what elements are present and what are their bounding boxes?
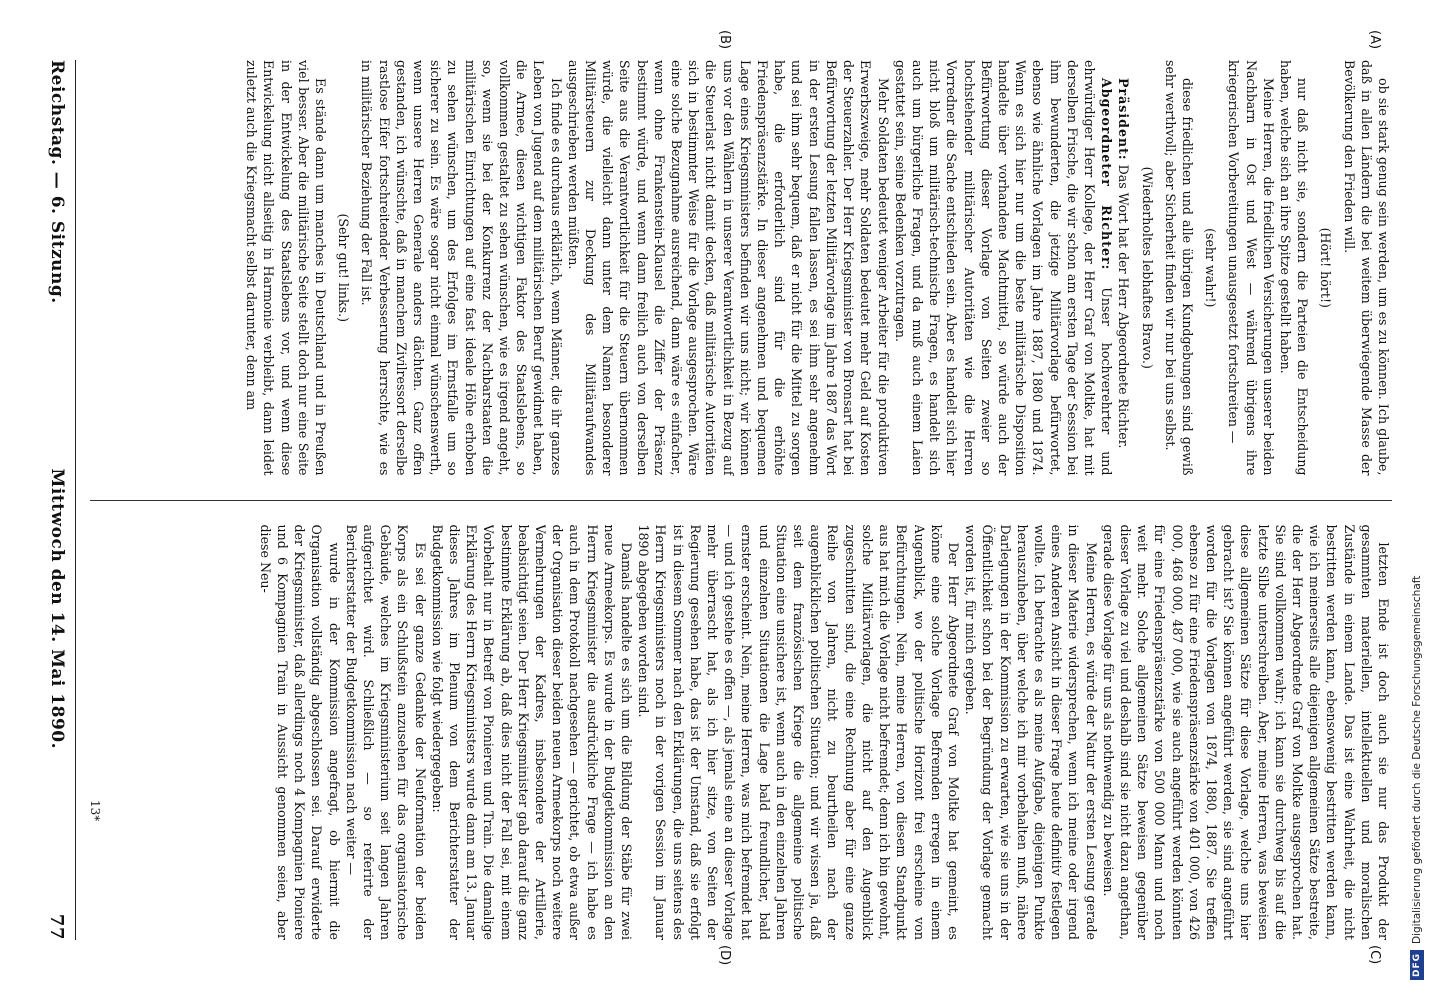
margin-letter-c: (C): [1367, 945, 1382, 965]
paragraph: nur daß nicht sie, sondern die Parteien die Entscheidung haben, welche sich an ihre Spitze gestellt haben.: [1277, 60, 1311, 476]
credit-text: Digitalisierung gefördert durch die Deutsche Forschungsgemeinschaft: [1411, 575, 1423, 944]
paragraph: diese friedlichen und alle übrigen Kundgebungen sind gewiß sehr werthvoll; aber Sicherheit finden wir nur bei uns selbst.: [1162, 60, 1195, 476]
header-center: Mittwoch den 14. Mai 1890.: [47, 468, 67, 750]
page-header: [42, 60, 72, 940]
paragraph: Es stände dann um manches in Deutschland und in Preußen viel besser. Aber die militärische Seite stellt doch nur eine Seite in der Entwickelung des Staatslebens vor, und wenn diese Entwickelung nicht allseitig in Harmonie verbleibt, dann leidet zuletzt auch die Kriegsmacht selbst darunter, denn am: [244, 60, 329, 476]
paragraph: Meine Herren, die friedlichen Versicherungen unserer beiden Nachbarn in Ost und West — während übrigens ihre kriegerischen Vorbereitungen unausgesetzt fortschreiten —: [1226, 60, 1276, 476]
paragraph: ob sie stark genug sein werden, um es zu können. Ich glaube, daß in allen Ländern die bei weitem überwiegende Masse der Bevölkerung den Frieden will.: [1341, 60, 1391, 476]
left-column: [90, 60, 1392, 476]
paragraph: letzten Ende ist doch auch sie nur das Produkt der gesammten materiellen, intellektuellen und moralischen Zustände in einem Lande. Das ist eine Wahrheit, die nicht bestritten werden kann, ebensowenig bestritten werden kann, wie ich meinerseits alle diejenigen allgemeinen Sätze bestreite, die der Herr Abgeordnete Graf von Moltke ausgesprochen hat. Sie sind vollkommen wahr; ich kann sie durchweg bis auf die letzte Silbe unterschreiben. Aber, meine Herren, was beweisen diese allgemeinen Sätze für diese Vorlage, welche uns hier gebracht ist? Sie können angeführt werden, sie sind angeführt worden für die Vorlagen von 1874, 1880, 1887. Sie treffen ebenso zu für eine Friedenspräsenzstärke von 401 000, von 426 000, 468 000, 487 000, wie sie auch angeführt werden könnten für eine Friedenspräsenzstärke von 500 000 Mann und noch weit mehr. Solche allgemeinen Sätze beweisen gegenüber dieser Vorlage zu viel und deshalb sind sie nicht dazu angethan, gerade diese Vorlage für uns als nothwendig zu beweisen.: [1100, 524, 1391, 940]
paragraph: (Wiederholtes lebhaftes Bravo.): [1139, 166, 1155, 369]
paragraph: Es sei der ganze Gedanke der Neuformation der beiden Korps als ein Schlußstein anzusehen für das organisatorische Gebäude, welches im Kriegsministerium seit langen Jahren aufgerichtet wird. Schließlich — so referirte der Berichterstatter der Budgetkommission nach weiter —: [343, 524, 428, 940]
paragraph: Meine Herren, es würde der Natur der ersten Lesung gerade in dieser Materie widersprechen, wenn ich meine oder irgend eines Anderen Ansicht in dieser Frage heute definitiv festlegen wollte. Ich betrachte es als meine Aufgabe, diejenigen Punkte herauszuheben, über welche ich mir vorbehalten muß, nähere Darlegungen in der Kommission zu erwarten, wie sie uns in der Öffentlichkeit schon bei der Begründung der Vorlage gemacht worden ist, für mich ergeben.: [963, 524, 1099, 940]
page-number: 77: [46, 913, 68, 940]
paragraph: wurde in der Kommission angefragt, ob hiermit die Organisation vollständig abgeschlossen sei. Darauf erwiderte der Kriegsminister, daß allerdings noch 4 Kompagnien Pioniere und 6 Kompagnien Train in Aussicht genommen seien, aber diese Neu-: [257, 524, 342, 940]
paragraph: (Hört! hört!): [1318, 227, 1334, 308]
right-column: [90, 525, 1392, 941]
paragraph: Abgeordneter Richter: Unser hochverehrter und ehrwürdiger Herr Kollege, der Herr Graf von Moltke, hat mit derselben Frische, die wir schon am ersten Tage der Session bei ihm bewunderten, die jetzige Militärvorlage befürwortet, ebenso wie ähnliche Vorlagen im Jahre 1887, 1880 und 1874. Wenn es sich hier nur um die beste militärische Disposition handelte über vorhandene Machtmittel, so würde auch der Befürwortung dieser Vorlage von Seiten zweier so hochstehender militärischer Autoritäten wie die Herren Vorredner die Sache entschieden sein. Aber es handelt sich hier nicht bloß um militärisch-technische Fragen, es handelt sich auch um bürgerliche Fragen, und da muß auch einem Laien gestattet sein, seine Bedenken vorzutragen.: [892, 60, 1115, 476]
text-columns: [90, 60, 1392, 940]
paragraph: (Sehr gut! links.): [336, 213, 352, 323]
margin-letter-d: (D): [717, 945, 732, 966]
paragraph: Präsident: Das Wort hat der Herr Abgeordnete Richter.: [1116, 78, 1132, 449]
margin-letter-b: (B): [717, 30, 732, 50]
header-left: Reichstag. — 6. Sitzung.: [47, 60, 67, 304]
header-rule: [75, 60, 76, 940]
paragraph: Mehr Soldaten bedeutet weniger Arbeiter für die produktiven Erwerbszweige, mehr Soldaten bedeutet mehr Geld auf Kosten der Steuerzahler. Der Herr Kriegsminister von Bronsart hat bei Befürwortung der letzten Militärvorlage im Jahre 1887 das Wort in der ersten Lesung fallen lassen, es sei ihm sehr angenehm und sei ihm sehr bequem, daß er nicht für die Mittel zu sorgen habe, die erforderlich sind für die erhöhte Friedenspräsenzstärke. In dieser angenehmen und bequemen Lage eines Kriegsministers befinden wir uns nicht; wir können uns vor den Wählern in unserer Verantwortlichkeit in Bezug auf die Steuerlast nicht damit decken, daß militärische Autoritäten sich in bestimmter Weise für die Vorlage ausgesprochen. Wäre eine solche Bezugnahme ausreichend, dann wäre es einfacher, wenn ohne Frankenstein-Klausel die Ziffer der Präsenz bestimmt würde, und wenn dann freilich auch von derselben Seite aus die Verantwortlichkeit für die Steuern übernommen würde, die vielleicht dann unter dem Namen besonderer Militärsteuern zur Deckung des Militäraufwandes ausgeschrieben werden müßten.: [565, 60, 891, 476]
signature-mark: 13*: [88, 800, 102, 822]
dfg-logo: DFG: [1410, 950, 1424, 980]
paragraph: (sehr wahr!): [1203, 228, 1219, 308]
column-divider: [90, 500, 1392, 501]
paragraph: Der Herr Abgeordnete Graf von Moltke hat gemeint, es könne eine solche Vorlage Befremden erregen in einem Augenblick, wo der politische Horizont frei erscheine von Befürchtungen. Nein, meine Herren, von diesem Standpunkt aus hat mich die Vorlage nicht befremdet; denn ich bin gewohnt, solche Militärvorlagen, die nicht auf den Augenblick zugeschnitten sind, die eine Rechnung aber für eine ganze Reihe von Jahren, nicht zu beurtheilen nach der augenblicklichen politischen Situation; und wir wissen ja, daß seit dem französischen Kriege die allgemeine politische Situation eine unsichere ist, wenn auch in den einzelnen Jahren und einzelnen Situationen die Lage bald freundlicher, bald ernster erscheint. Nein, meine Herren, was mich befremdet hat — und ich gestehe es offen —, als jemals eine an dieser Vorlage mehr überrascht hat, als ich hier sitze, von Seiten der Regierung gesehen habe, das ist der Umstand, daß sie erfolgt ist in diesem Sommer nach den Erklärungen, die uns seitens des Herrn Kriegsministers noch in der vorigen Session im Januar 1890 abgegeben worden sind.: [636, 524, 961, 940]
paragraph: Damals handelte es sich um die Bildung der Stäbe für zwei neue Armeekorps. Es wurde in der Budgetkommission an den Herrn Kriegsminister die ausdrückliche Frage — ich habe es auch in dem Protokoll nachgesehen — gerichtet, ob etwa außer der Organisation dieser beiden neuen Armeekorps noch weitere Vermehrungen der Kadres, insbesondere der Artillerie, beabsichtigt seien. Der Herr Kriegsminister gab darauf die ganz bestimmte Erklärung ab, daß dies nicht der Fall sei, mit einem Vorbehalt nur in Betreff von Pionieren und Train. Die damalige Erklärung des Herrn Kriegsministers wurde dann am 13. Januar dieses Jahres im Plenum von dem Berichterstatter der Budgetkommission wie folgt wiedergegeben:: [429, 524, 635, 940]
paragraph: Ich finde es durchaus erklärlich, wenn Männer, die ihr ganzes Leben von Jugend auf dem militärischen Beruf gewidmet haben, die Armee, diesen wichtigen Faktor des Staatslebens, so vollkommen gestaltet zu sehen wünschen, wie es irgend angeht, so, wenn sie bei der Konkurrenz der Nachbarstaaten die militärischen Einrichtungen auf eine fast ideale Höhe erhoben zu sehen wünschen, um des Erfolges im Ernstfalle um so sicherer zu sein. Es wäre sogar nicht einmal wünschenswerth, wenn unsere Herren Generale anders dächten. Ganz offen gestanden, ich wünschte, daß in manchem Zivilressort derselbe rastlose Eifer fortschreitender Verbesserung herrschte, wie es in militärischer Beziehung der Fall ist.: [359, 60, 564, 476]
margin-letter-a: (A): [1367, 30, 1382, 50]
digitization-credit: [1406, 20, 1428, 980]
